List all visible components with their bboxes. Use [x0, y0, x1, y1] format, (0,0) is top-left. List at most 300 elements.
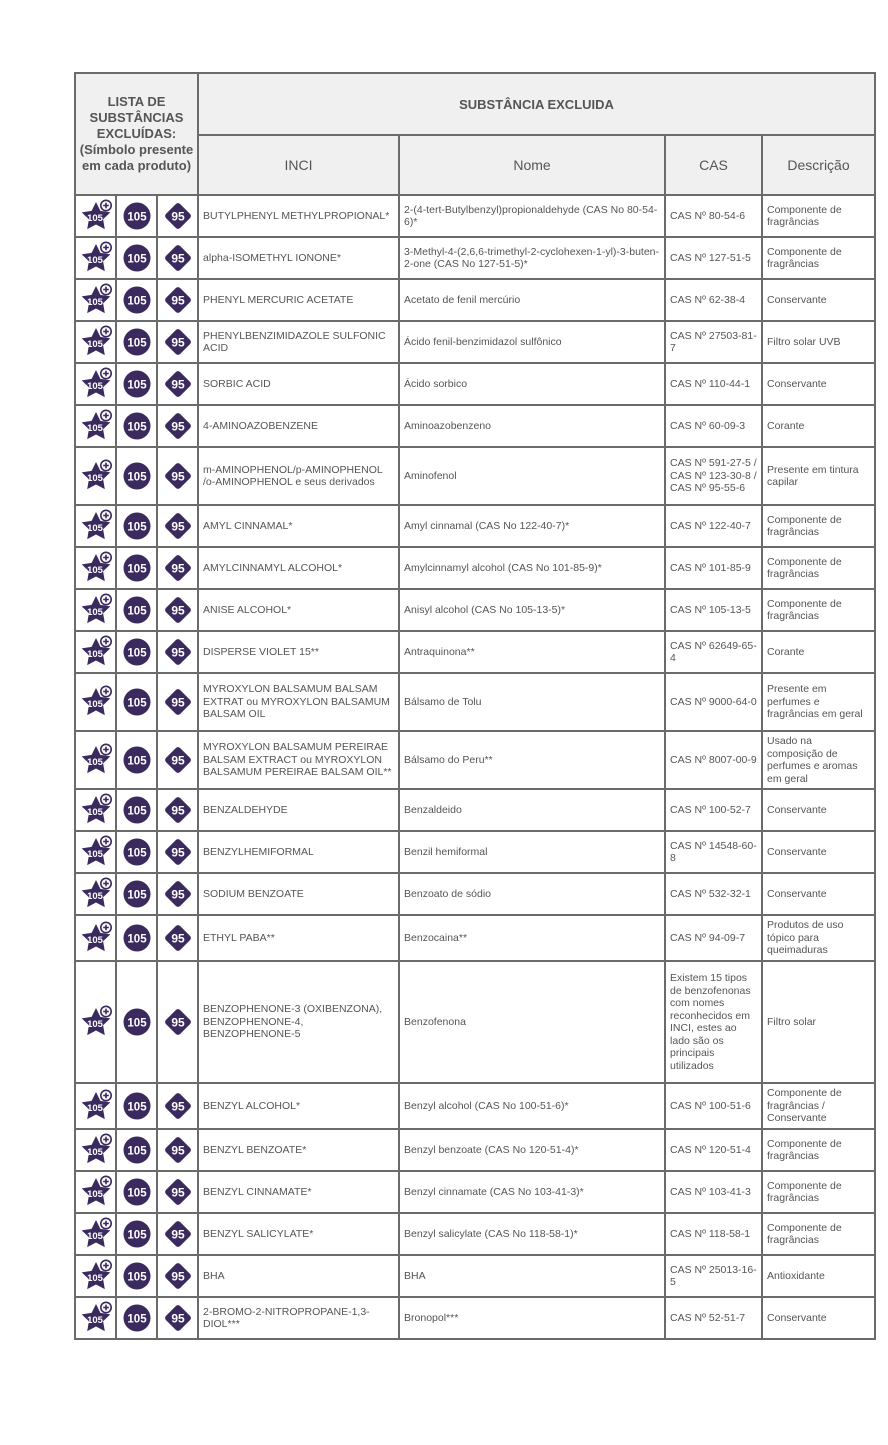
diamond-95-icon [162, 636, 194, 668]
icon-cell [116, 1213, 157, 1255]
cell-nome: 3-Methyl-4-(2,6,6-trimethyl-2-cyclohexen-1-yl)-3-buten-2-one (CAS No 127-51-5)* [399, 237, 665, 279]
star-105-plus-icon [79, 409, 113, 443]
cell-inci: BENZOPHENONE-3 (OXIBENZONA), BENZOPHENONE-4, BENZOPHENONE-5 [198, 961, 399, 1083]
icon-cell [116, 195, 157, 237]
icon-cell [116, 673, 157, 731]
icon-cell [75, 731, 116, 789]
cell-nome: Ácido sorbico [399, 363, 665, 405]
diamond-95-icon [162, 1176, 194, 1208]
table-row [75, 321, 875, 363]
table-row [75, 1171, 875, 1213]
star-105-plus-icon [79, 199, 113, 233]
star-icon-label: 105 [86, 213, 103, 224]
star-icon-label: 105 [86, 1273, 103, 1284]
star-105-plus-icon [79, 685, 113, 719]
diamond-95-icon [162, 744, 194, 776]
cell-inci: BUTYLPHENYL METHYLPROPIONAL* [198, 195, 399, 237]
diamond-icon-label: 95 [170, 753, 185, 768]
icon-cell [116, 961, 157, 1083]
cell-cas: CAS Nº 62-38-4 [665, 279, 762, 321]
cell-nome: Acetato de fenil mercúrio [399, 279, 665, 321]
cell-cas: CAS Nº 27503-81-7 [665, 321, 762, 363]
icon-cell [75, 631, 116, 673]
star-icon-label: 105 [86, 1019, 103, 1030]
diamond-95-icon [162, 1134, 194, 1166]
icon-cell [116, 589, 157, 631]
circle-105-icon [122, 637, 152, 667]
circle-icon-label: 105 [126, 889, 147, 902]
cell-inci: alpha-ISOMETHYL IONONE* [198, 237, 399, 279]
diamond-95-icon [162, 368, 194, 400]
cell-cas: CAS Nº 80-54-6 [665, 195, 762, 237]
cell-nome: Bálsamo de Tolu [399, 673, 665, 731]
icon-cell [75, 589, 116, 631]
cell-nome: Bálsamo do Peru** [399, 731, 665, 789]
cell-cas: CAS Nº 14548-60-8 [665, 831, 762, 873]
star-105-plus-icon [79, 921, 113, 955]
diamond-95-icon [162, 1006, 194, 1038]
icon-cell [75, 961, 116, 1083]
table-row [75, 405, 875, 447]
icon-cell [116, 1129, 157, 1171]
diamond-icon-label: 95 [170, 335, 185, 350]
circle-105-icon [122, 369, 152, 399]
icon-cell [75, 915, 116, 961]
cell-cas: CAS Nº 94-09-7 [665, 915, 762, 961]
cell-inci: BENZYL SALICYLATE* [198, 1213, 399, 1255]
icon-cell [75, 789, 116, 831]
diamond-icon-label: 95 [170, 1269, 185, 1284]
star-icon-label: 105 [86, 1189, 103, 1200]
cell-cas: CAS Nº 8007-00-9 [665, 731, 762, 789]
cell-nome: 2-(4-tert-Butylbenzyl)propionaldehyde (CAS No 80-54-6)* [399, 195, 665, 237]
icon-cell [75, 831, 116, 873]
circle-icon-label: 105 [126, 1101, 147, 1114]
diamond-95-icon [162, 510, 194, 542]
circle-icon-label: 105 [126, 647, 147, 660]
circle-icon-label: 105 [126, 605, 147, 618]
table-row [75, 673, 875, 731]
cell-descricao: Corante [762, 631, 875, 673]
icon-cell [157, 1129, 198, 1171]
circle-105-icon [122, 1007, 152, 1037]
diamond-95-icon [162, 200, 194, 232]
star-105-plus-icon [79, 793, 113, 827]
icon-cell [116, 505, 157, 547]
cell-cas: Existem 15 tipos de benzofenonas com nomes reconhecidos em INCI, estes ao lado são os principais utilizados [665, 961, 762, 1083]
star-icon-label: 105 [86, 255, 103, 266]
cell-descricao: Presente em perfumes e fragrâncias em geral [762, 673, 875, 731]
star-icon-label: 105 [86, 423, 103, 434]
star-105-plus-icon [79, 835, 113, 869]
diamond-95-icon [162, 836, 194, 868]
cell-descricao: Componente de fragrâncias / Conservante [762, 1083, 875, 1129]
star-105-plus-icon [79, 509, 113, 543]
icon-cell [116, 363, 157, 405]
icon-cell [157, 363, 198, 405]
cell-cas: CAS Nº 60-09-3 [665, 405, 762, 447]
icon-cell [157, 961, 198, 1083]
icon-cell [75, 237, 116, 279]
column-header-cas: CAS [665, 135, 762, 195]
circle-icon-label: 105 [126, 1313, 147, 1326]
icon-cell [157, 1255, 198, 1297]
cell-inci: BENZYL ALCOHOL* [198, 1083, 399, 1129]
cell-nome: Amylcinnamyl alcohol (CAS No 101-85-9)* [399, 547, 665, 589]
cell-inci: BENZYL BENZOATE* [198, 1129, 399, 1171]
cell-nome: Benzoato de sódio [399, 873, 665, 915]
circle-105-icon [122, 285, 152, 315]
icon-cell [116, 873, 157, 915]
icon-cell [157, 505, 198, 547]
icon-cell [75, 1083, 116, 1129]
diamond-icon-label: 95 [170, 1015, 185, 1030]
diamond-icon-label: 95 [170, 1311, 185, 1326]
diamond-icon-label: 95 [170, 887, 185, 902]
list-title: LISTA DE SUBSTÂNCIAS EXCLUÍDAS: (Símbolo presente em cada produto) [75, 73, 198, 195]
column-header-inci: INCI [198, 135, 399, 195]
diamond-icon-label: 95 [170, 209, 185, 224]
circle-105-icon [122, 879, 152, 909]
diamond-icon-label: 95 [170, 1185, 185, 1200]
diamond-icon-label: 95 [170, 1099, 185, 1114]
diamond-95-icon [162, 1218, 194, 1250]
icon-cell [75, 673, 116, 731]
diamond-icon-label: 95 [170, 645, 185, 660]
table-row [75, 1255, 875, 1297]
icon-cell [116, 447, 157, 505]
circle-105-icon [122, 1177, 152, 1207]
circle-icon-label: 105 [126, 563, 147, 576]
star-icon-label: 105 [86, 297, 103, 308]
cell-nome: Benzil hemiformal [399, 831, 665, 873]
circle-105-icon [122, 923, 152, 953]
icon-cell [75, 1255, 116, 1297]
circle-105-icon [122, 1135, 152, 1165]
icon-cell [116, 547, 157, 589]
icon-cell [116, 1297, 157, 1339]
icon-cell [75, 1171, 116, 1213]
cell-descricao: Filtro solar UVB [762, 321, 875, 363]
table-row [75, 1083, 875, 1129]
diamond-icon-label: 95 [170, 419, 185, 434]
cell-cas: CAS Nº 122-40-7 [665, 505, 762, 547]
circle-105-icon [122, 1091, 152, 1121]
circle-icon-label: 105 [126, 421, 147, 434]
table-row [75, 1129, 875, 1171]
cell-descricao: Conservante [762, 279, 875, 321]
icon-cell [157, 673, 198, 731]
icon-cell [116, 279, 157, 321]
cell-cas: CAS Nº 127-51-5 [665, 237, 762, 279]
cell-inci: BENZALDEHYDE [198, 789, 399, 831]
table-row [75, 731, 875, 789]
cell-cas: CAS Nº 100-51-6 [665, 1083, 762, 1129]
cell-inci: BENZYL CINNAMATE* [198, 1171, 399, 1213]
icon-cell [75, 1297, 116, 1339]
substance-title: SUBSTÂNCIA EXCLUIDA [198, 73, 875, 135]
icon-cell [75, 547, 116, 589]
cell-nome: Benzyl cinnamate (CAS No 103-41-3)* [399, 1171, 665, 1213]
table-row [75, 961, 875, 1083]
cell-descricao: Conservante [762, 873, 875, 915]
icon-cell [157, 1213, 198, 1255]
circle-105-icon [122, 243, 152, 273]
table-row [75, 547, 875, 589]
star-105-plus-icon [79, 1175, 113, 1209]
circle-icon-label: 105 [126, 253, 147, 266]
column-header-nome: Nome [399, 135, 665, 195]
diamond-95-icon [162, 1302, 194, 1334]
diamond-95-icon [162, 594, 194, 626]
cell-descricao: Componente de fragrâncias [762, 1171, 875, 1213]
cell-inci: 4-AMINOAZOBENZENE [198, 405, 399, 447]
star-icon-label: 105 [86, 1231, 103, 1242]
diamond-icon-label: 95 [170, 293, 185, 308]
diamond-95-icon [162, 552, 194, 584]
icon-cell [116, 915, 157, 961]
cell-cas: CAS Nº 532-32-1 [665, 873, 762, 915]
cell-cas: CAS Nº 9000-64-0 [665, 673, 762, 731]
star-105-plus-icon [79, 743, 113, 777]
circle-105-icon [122, 595, 152, 625]
circle-icon-label: 105 [126, 755, 147, 768]
circle-icon-label: 105 [126, 847, 147, 860]
star-icon-label: 105 [86, 1103, 103, 1114]
icon-cell [157, 831, 198, 873]
circle-icon-label: 105 [126, 295, 147, 308]
cell-nome: Benzyl salicylate (CAS No 118-58-1)* [399, 1213, 665, 1255]
icon-cell [75, 1129, 116, 1171]
diamond-icon-label: 95 [170, 1143, 185, 1158]
circle-105-icon [122, 411, 152, 441]
table-row [75, 237, 875, 279]
star-icon-label: 105 [86, 523, 103, 534]
icon-cell [157, 405, 198, 447]
cell-nome: Benzyl benzoate (CAS No 120-51-4)* [399, 1129, 665, 1171]
icon-cell [157, 447, 198, 505]
diamond-icon-label: 95 [170, 561, 185, 576]
icon-cell [116, 789, 157, 831]
star-105-plus-icon [79, 1301, 113, 1335]
diamond-icon-label: 95 [170, 695, 185, 710]
table-row [75, 915, 875, 961]
cell-cas: CAS Nº 62649-65-4 [665, 631, 762, 673]
icon-cell [157, 547, 198, 589]
star-icon-label: 105 [86, 607, 103, 618]
cell-descricao: Conservante [762, 789, 875, 831]
cell-cas: CAS Nº 591-27-5 / CAS Nº 123-30-8 / CAS Nº 95-55-6 [665, 447, 762, 505]
cell-inci: 2-BROMO-2-NITROPROPANE-1,3-DIOL*** [198, 1297, 399, 1339]
icon-cell [157, 1083, 198, 1129]
cell-inci: PHENYLBENZIMIDAZOLE SULFONIC ACID [198, 321, 399, 363]
table-row [75, 831, 875, 873]
circle-105-icon [122, 327, 152, 357]
cell-nome: Amyl cinnamal (CAS No 122-40-7)* [399, 505, 665, 547]
star-icon-label: 105 [86, 565, 103, 576]
circle-icon-label: 105 [126, 1187, 147, 1200]
circle-icon-label: 105 [126, 1017, 147, 1030]
cell-nome: Aminoazobenzeno [399, 405, 665, 447]
circle-icon-label: 105 [126, 211, 147, 224]
star-105-plus-icon [79, 877, 113, 911]
icon-cell [157, 915, 198, 961]
diamond-icon-label: 95 [170, 845, 185, 860]
star-icon-label: 105 [86, 807, 103, 818]
icon-cell [157, 589, 198, 631]
cell-cas: CAS Nº 103-41-3 [665, 1171, 762, 1213]
table-row [75, 279, 875, 321]
diamond-95-icon [162, 878, 194, 910]
star-icon-label: 105 [86, 381, 103, 392]
circle-105-icon [122, 745, 152, 775]
cell-cas: CAS Nº 25013-16-5 [665, 1255, 762, 1297]
diamond-icon-label: 95 [170, 803, 185, 818]
table-row [75, 1297, 875, 1339]
table-row [75, 195, 875, 237]
cell-nome: Antraquinona** [399, 631, 665, 673]
diamond-95-icon [162, 686, 194, 718]
circle-icon-label: 105 [126, 1145, 147, 1158]
cell-nome: BHA [399, 1255, 665, 1297]
table-row [75, 1213, 875, 1255]
cell-cas: CAS Nº 118-58-1 [665, 1213, 762, 1255]
icon-cell [157, 873, 198, 915]
cell-descricao: Conservante [762, 363, 875, 405]
cell-nome: Benzyl alcohol (CAS No 100-51-6)* [399, 1083, 665, 1129]
circle-icon-label: 105 [126, 1271, 147, 1284]
table-row [75, 873, 875, 915]
cell-inci: AMYLCINNAMYL ALCOHOL* [198, 547, 399, 589]
icon-cell [157, 631, 198, 673]
icon-cell [75, 873, 116, 915]
circle-icon-label: 105 [126, 805, 147, 818]
cell-nome: Benzocaina** [399, 915, 665, 961]
circle-105-icon [122, 511, 152, 541]
diamond-95-icon [162, 1090, 194, 1122]
cell-cas: CAS Nº 101-85-9 [665, 547, 762, 589]
cell-inci: AMYL CINNAMAL* [198, 505, 399, 547]
star-icon-label: 105 [86, 339, 103, 350]
icon-cell [157, 731, 198, 789]
star-icon-label: 105 [86, 1315, 103, 1326]
circle-icon-label: 105 [126, 697, 147, 710]
cell-descricao: Componente de fragrâncias [762, 237, 875, 279]
table-row [75, 631, 875, 673]
cell-inci: m-AMINOPHENOL/p-AMINOPHENOL /o-AMINOPHENOL e seus derivados [198, 447, 399, 505]
star-105-plus-icon [79, 1259, 113, 1293]
star-105-plus-icon [79, 459, 113, 493]
cell-descricao: Antioxidante [762, 1255, 875, 1297]
cell-inci: DISPERSE VIOLET 15** [198, 631, 399, 673]
icon-cell [75, 195, 116, 237]
star-105-plus-icon [79, 635, 113, 669]
icon-cell [75, 505, 116, 547]
star-105-plus-icon [79, 283, 113, 317]
cell-inci: PHENYL MERCURIC ACETATE [198, 279, 399, 321]
table-row [75, 505, 875, 547]
icon-cell [116, 631, 157, 673]
circle-105-icon [122, 1219, 152, 1249]
cell-inci: BENZYLHEMIFORMAL [198, 831, 399, 873]
star-105-plus-icon [79, 1217, 113, 1251]
diamond-icon-label: 95 [170, 931, 185, 946]
diamond-95-icon [162, 794, 194, 826]
icon-cell [116, 1255, 157, 1297]
star-105-plus-icon [79, 1133, 113, 1167]
icon-cell [75, 405, 116, 447]
cell-descricao: Componente de fragrâncias [762, 505, 875, 547]
circle-icon-label: 105 [126, 933, 147, 946]
icon-cell [116, 1171, 157, 1213]
cell-descricao: Componente de fragrâncias [762, 547, 875, 589]
excluded-substances-table [74, 72, 876, 1340]
cell-nome: Benzaldeido [399, 789, 665, 831]
star-105-plus-icon [79, 325, 113, 359]
cell-descricao: Produtos de uso tópico para queimaduras [762, 915, 875, 961]
diamond-icon-label: 95 [170, 603, 185, 618]
circle-icon-label: 105 [126, 379, 147, 392]
diamond-icon-label: 95 [170, 377, 185, 392]
circle-icon-label: 105 [126, 1229, 147, 1242]
star-icon-label: 105 [86, 757, 103, 768]
circle-105-icon [122, 461, 152, 491]
circle-105-icon [122, 201, 152, 231]
icon-cell [157, 321, 198, 363]
cell-descricao: Conservante [762, 1297, 875, 1339]
star-icon-label: 105 [86, 699, 103, 710]
column-header-descricao: Descrição [762, 135, 875, 195]
diamond-95-icon [162, 326, 194, 358]
icon-cell [75, 321, 116, 363]
circle-105-icon [122, 687, 152, 717]
icon-cell [116, 731, 157, 789]
diamond-95-icon [162, 1260, 194, 1292]
cell-inci: BHA [198, 1255, 399, 1297]
cell-nome: Bronopol*** [399, 1297, 665, 1339]
cell-inci: SODIUM BENZOATE [198, 873, 399, 915]
cell-inci: SORBIC ACID [198, 363, 399, 405]
circle-105-icon [122, 837, 152, 867]
cell-descricao: Componente de fragrâncias [762, 589, 875, 631]
icon-cell [157, 237, 198, 279]
circle-icon-label: 105 [126, 471, 147, 484]
star-105-plus-icon [79, 593, 113, 627]
circle-105-icon [122, 795, 152, 825]
star-icon-label: 105 [86, 849, 103, 860]
diamond-icon-label: 95 [170, 1227, 185, 1242]
icon-cell [116, 321, 157, 363]
icon-cell [116, 1083, 157, 1129]
star-icon-label: 105 [86, 935, 103, 946]
table-row [75, 447, 875, 505]
circle-icon-label: 105 [126, 337, 147, 350]
diamond-95-icon [162, 242, 194, 274]
cell-descricao: Conservante [762, 831, 875, 873]
star-105-plus-icon [79, 1089, 113, 1123]
cell-cas: CAS Nº 120-51-4 [665, 1129, 762, 1171]
circle-icon-label: 105 [126, 521, 147, 534]
star-icon-label: 105 [86, 1147, 103, 1158]
star-105-plus-icon [79, 551, 113, 585]
cell-inci: MYROXYLON BALSAMUM BALSAM EXTRAT ou MYROXYLON BALSAMUM BALSAM OIL [198, 673, 399, 731]
diamond-95-icon [162, 410, 194, 442]
table-row [75, 589, 875, 631]
cell-descricao: Componente de fragrâncias [762, 195, 875, 237]
cell-nome: Ácido fenil-benzimidazol sulfônico [399, 321, 665, 363]
cell-nome: Aminofenol [399, 447, 665, 505]
cell-descricao: Presente em tintura capilar [762, 447, 875, 505]
